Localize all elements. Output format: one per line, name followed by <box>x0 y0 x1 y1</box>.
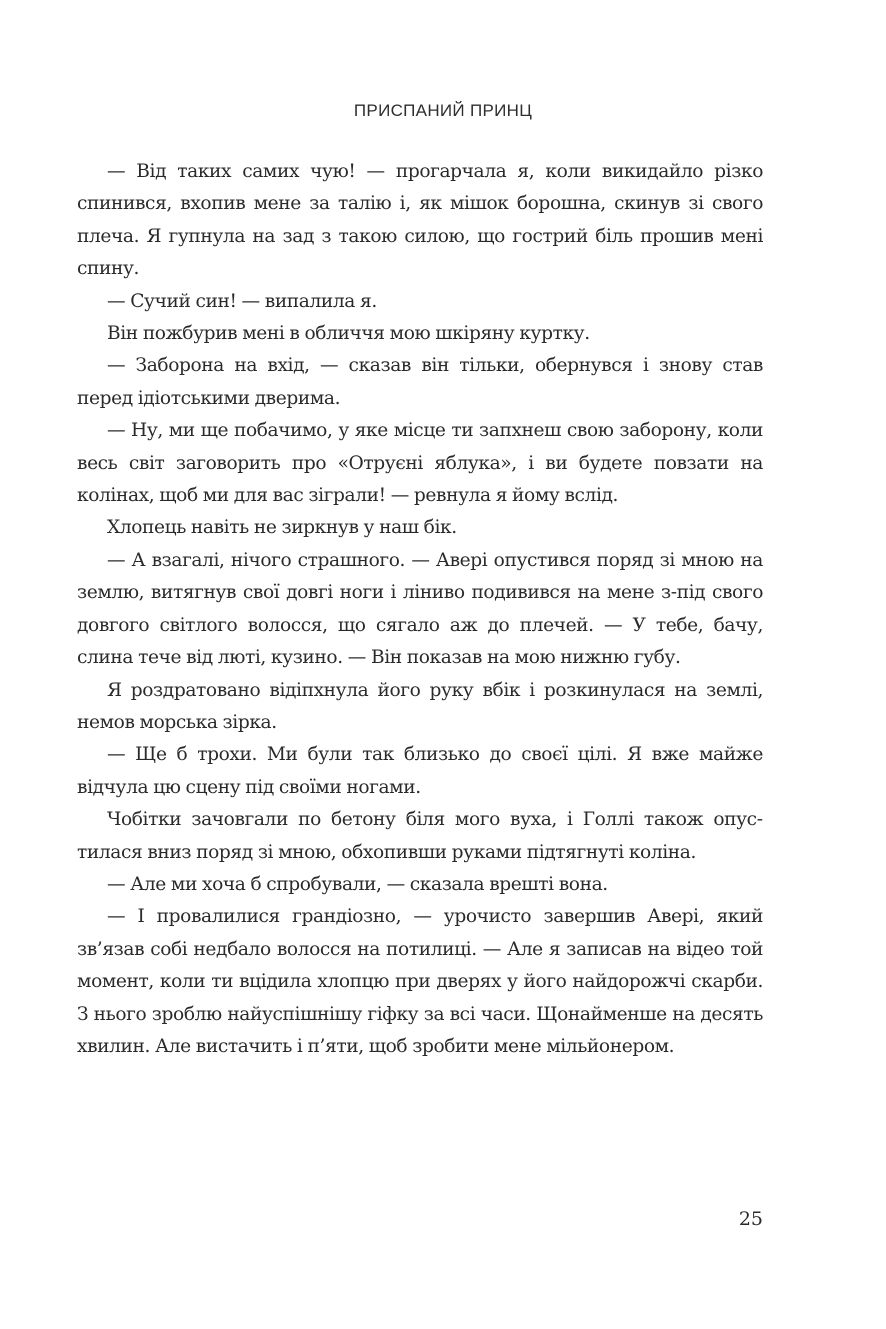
paragraph: Чобітки зачовгали по бетону біля мого вуха, і Голлі також опустилася вниз поряд зі мною, обхопивши руками підтягнуті коліна. <box>77 809 763 863</box>
running-head-title: ПРИСПАНИЙ ПРИНЦ <box>353 101 533 120</box>
paragraph: — Але ми хоча б спробували, — сказала врешті вона. <box>107 873 608 895</box>
page-number: 25 <box>738 1208 763 1230</box>
paragraph: — А взагалі, нічого страшного. — Авері опустився поряд зі мною на землю, витягнув свої довгі ноги і ліниво подивився на мене з-під свого довгого світлого волосся, що сягало аж до плечей. — У тебе, бачу, слина тече від люті, кузино. — Він показав на мою нижню губу. <box>77 549 763 669</box>
paragraph: — Заборона на вхід, — сказав він тільки, обернувся і знову став перед ідіотськими дверима. <box>77 355 763 409</box>
paragraph: Хлопець навіть не зиркнув у наш бік. <box>107 517 457 539</box>
paragraph: — Ще б трохи. Ми були так близько до своєї цілі. Я вже майже відчула цю сцену під своїми ногами. <box>77 744 763 798</box>
paragraph: — Від таких самих чую! — прогарчала я, коли викидайло різко спинився, вхопив мене за талію і, як мішок борошна, скинув зі свого плеча. Я гупнула на зад з такою силою, що гострий біль прошив мені спину. <box>77 161 763 280</box>
paragraph: — Ну, ми ще побачимо, у яке місце ти запхнеш свою заборону, коли весь світ заговорить про «Отруєні яблука», і ви будете повзати на колінах, щоб ми для вас зіграли! — ревнула я йому вслід. <box>77 420 763 507</box>
paragraph: Він пожбурив мені в обличчя мою шкіряну куртку. <box>107 323 590 345</box>
paragraph: — Сучий син! — випалила я. <box>107 290 377 312</box>
body-text <box>77 156 763 1063</box>
paragraph: — І провалилися грандіозно, — урочисто завершив Авері, який зв’язав собі недбало волосся на потилиці. — Але я записав на відео той момент, коли ти вцідила хлопцю при дверях у його найдорожчі скарби. З нього зроблю найуспішнішу гіфку за всі часи. Щонайменше на десять хвилин. Але вистачить і п’яти, щоб зробити мене мільйонером. <box>77 906 763 1057</box>
paragraph: Я роздратовано відіпхнула його руку вбік і розкинулася на землі, немов морська зірка. <box>77 679 763 733</box>
